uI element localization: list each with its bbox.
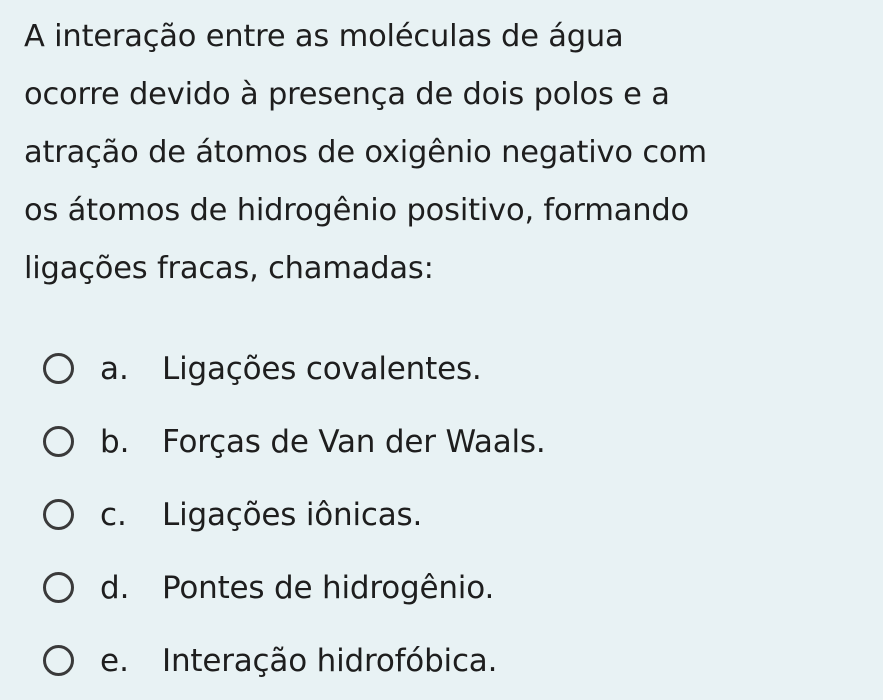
option-label[interactable]: Interação hidrofóbica. bbox=[162, 642, 498, 679]
option-label[interactable]: Ligações iônicas. bbox=[162, 496, 423, 533]
option-letter: e. bbox=[100, 642, 129, 679]
radio-button-icon[interactable] bbox=[43, 499, 74, 530]
radio-button-icon[interactable] bbox=[43, 572, 74, 603]
option-letter: a. bbox=[100, 350, 129, 387]
radio-button-icon[interactable] bbox=[43, 353, 74, 384]
option-letter: d. bbox=[100, 569, 130, 606]
option-a[interactable] bbox=[0, 332, 883, 405]
option-b[interactable] bbox=[0, 405, 883, 478]
question-line: os átomos de hidrogênio positivo, formando bbox=[24, 193, 689, 228]
option-letter: c. bbox=[100, 496, 127, 533]
option-label[interactable]: Ligações covalentes. bbox=[162, 350, 482, 387]
question-line: atração de átomos de oxigênio negativo com bbox=[24, 135, 707, 170]
option-c[interactable] bbox=[0, 478, 883, 551]
option-d[interactable] bbox=[0, 551, 883, 624]
option-label[interactable]: Pontes de hidrogênio. bbox=[162, 569, 495, 606]
question-line: ocorre devido à presença de dois polos e a bbox=[24, 77, 670, 112]
question-line: A interação entre as moléculas de água bbox=[24, 19, 624, 54]
option-letter: b. bbox=[100, 423, 130, 460]
radio-button-icon[interactable] bbox=[43, 426, 74, 457]
question-line: ligações fracas, chamadas: bbox=[24, 251, 434, 286]
question-text bbox=[24, 8, 874, 298]
radio-button-icon[interactable] bbox=[43, 645, 74, 676]
option-e[interactable] bbox=[0, 624, 883, 697]
option-label[interactable]: Forças de Van der Waals. bbox=[162, 423, 546, 460]
answer-options bbox=[0, 332, 883, 697]
